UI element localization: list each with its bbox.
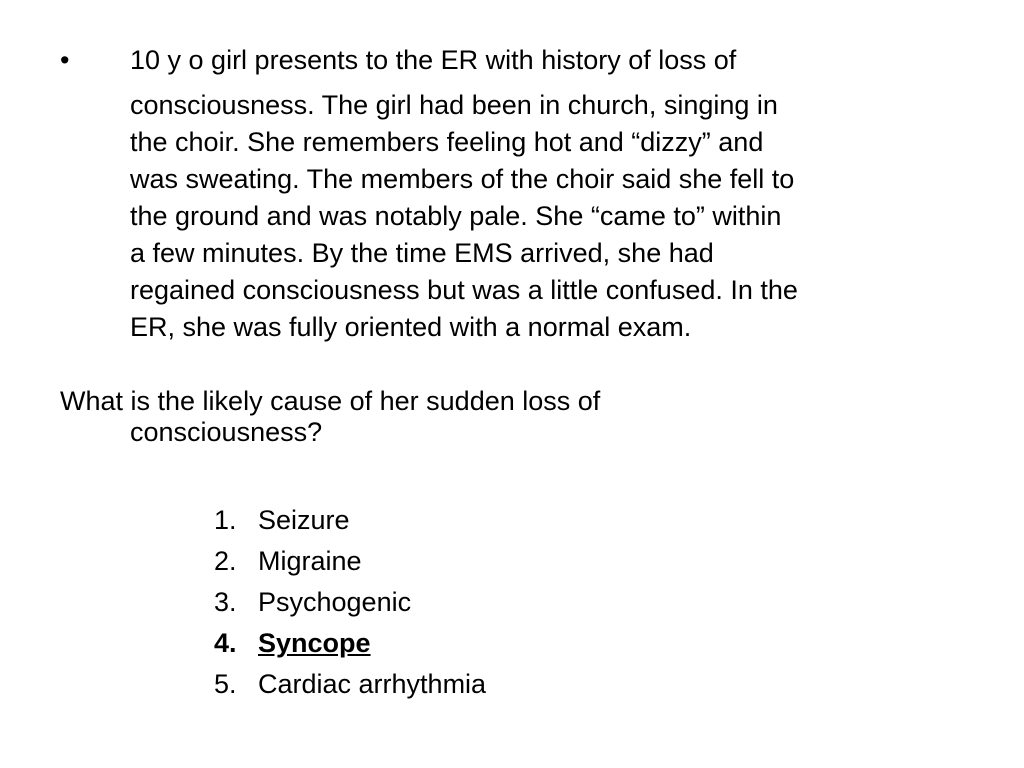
option-3: [214, 582, 486, 623]
case-line: the ground and was notably pale. She “came to” within: [130, 201, 782, 231]
option-label: Syncope: [258, 628, 371, 658]
answer-options: [214, 500, 486, 705]
bullet-marker: •: [60, 45, 70, 75]
option-label: Migraine: [258, 546, 362, 576]
question-line: What is the likely cause of her sudden loss of: [60, 386, 601, 416]
option-label: Psychogenic: [258, 587, 412, 617]
option-number: 2.: [214, 546, 237, 576]
option-4-correct: [214, 623, 486, 664]
case-line: 10 y o girl presents to the ER with history of loss of: [130, 45, 737, 75]
option-2: [214, 541, 486, 582]
option-number: 1.: [214, 505, 237, 535]
case-text: [130, 42, 1010, 346]
case-line: consciousness. The girl had been in church, singing in: [130, 90, 778, 120]
case-line: a few minutes. By the time EMS arrived, she had: [130, 238, 714, 268]
option-1: [214, 500, 486, 541]
option-label: Cardiac arrhythmia: [258, 669, 487, 699]
case-line: was sweating. The members of the choir said she fell to: [130, 164, 795, 194]
option-label: Seizure: [258, 505, 350, 535]
case-line: the choir. She remembers feeling hot and “dizzy” and: [130, 127, 764, 157]
case-line: ER, she was fully oriented with a normal exam.: [130, 312, 692, 342]
question-line: consciousness?: [130, 417, 323, 447]
option-number: 5.: [214, 669, 237, 699]
case-line: regained consciousness but was a little confused. In the: [130, 275, 798, 305]
question: [60, 386, 960, 448]
option-number: 4.: [214, 628, 237, 658]
option-5: [214, 664, 486, 705]
option-number: 3.: [214, 587, 237, 617]
